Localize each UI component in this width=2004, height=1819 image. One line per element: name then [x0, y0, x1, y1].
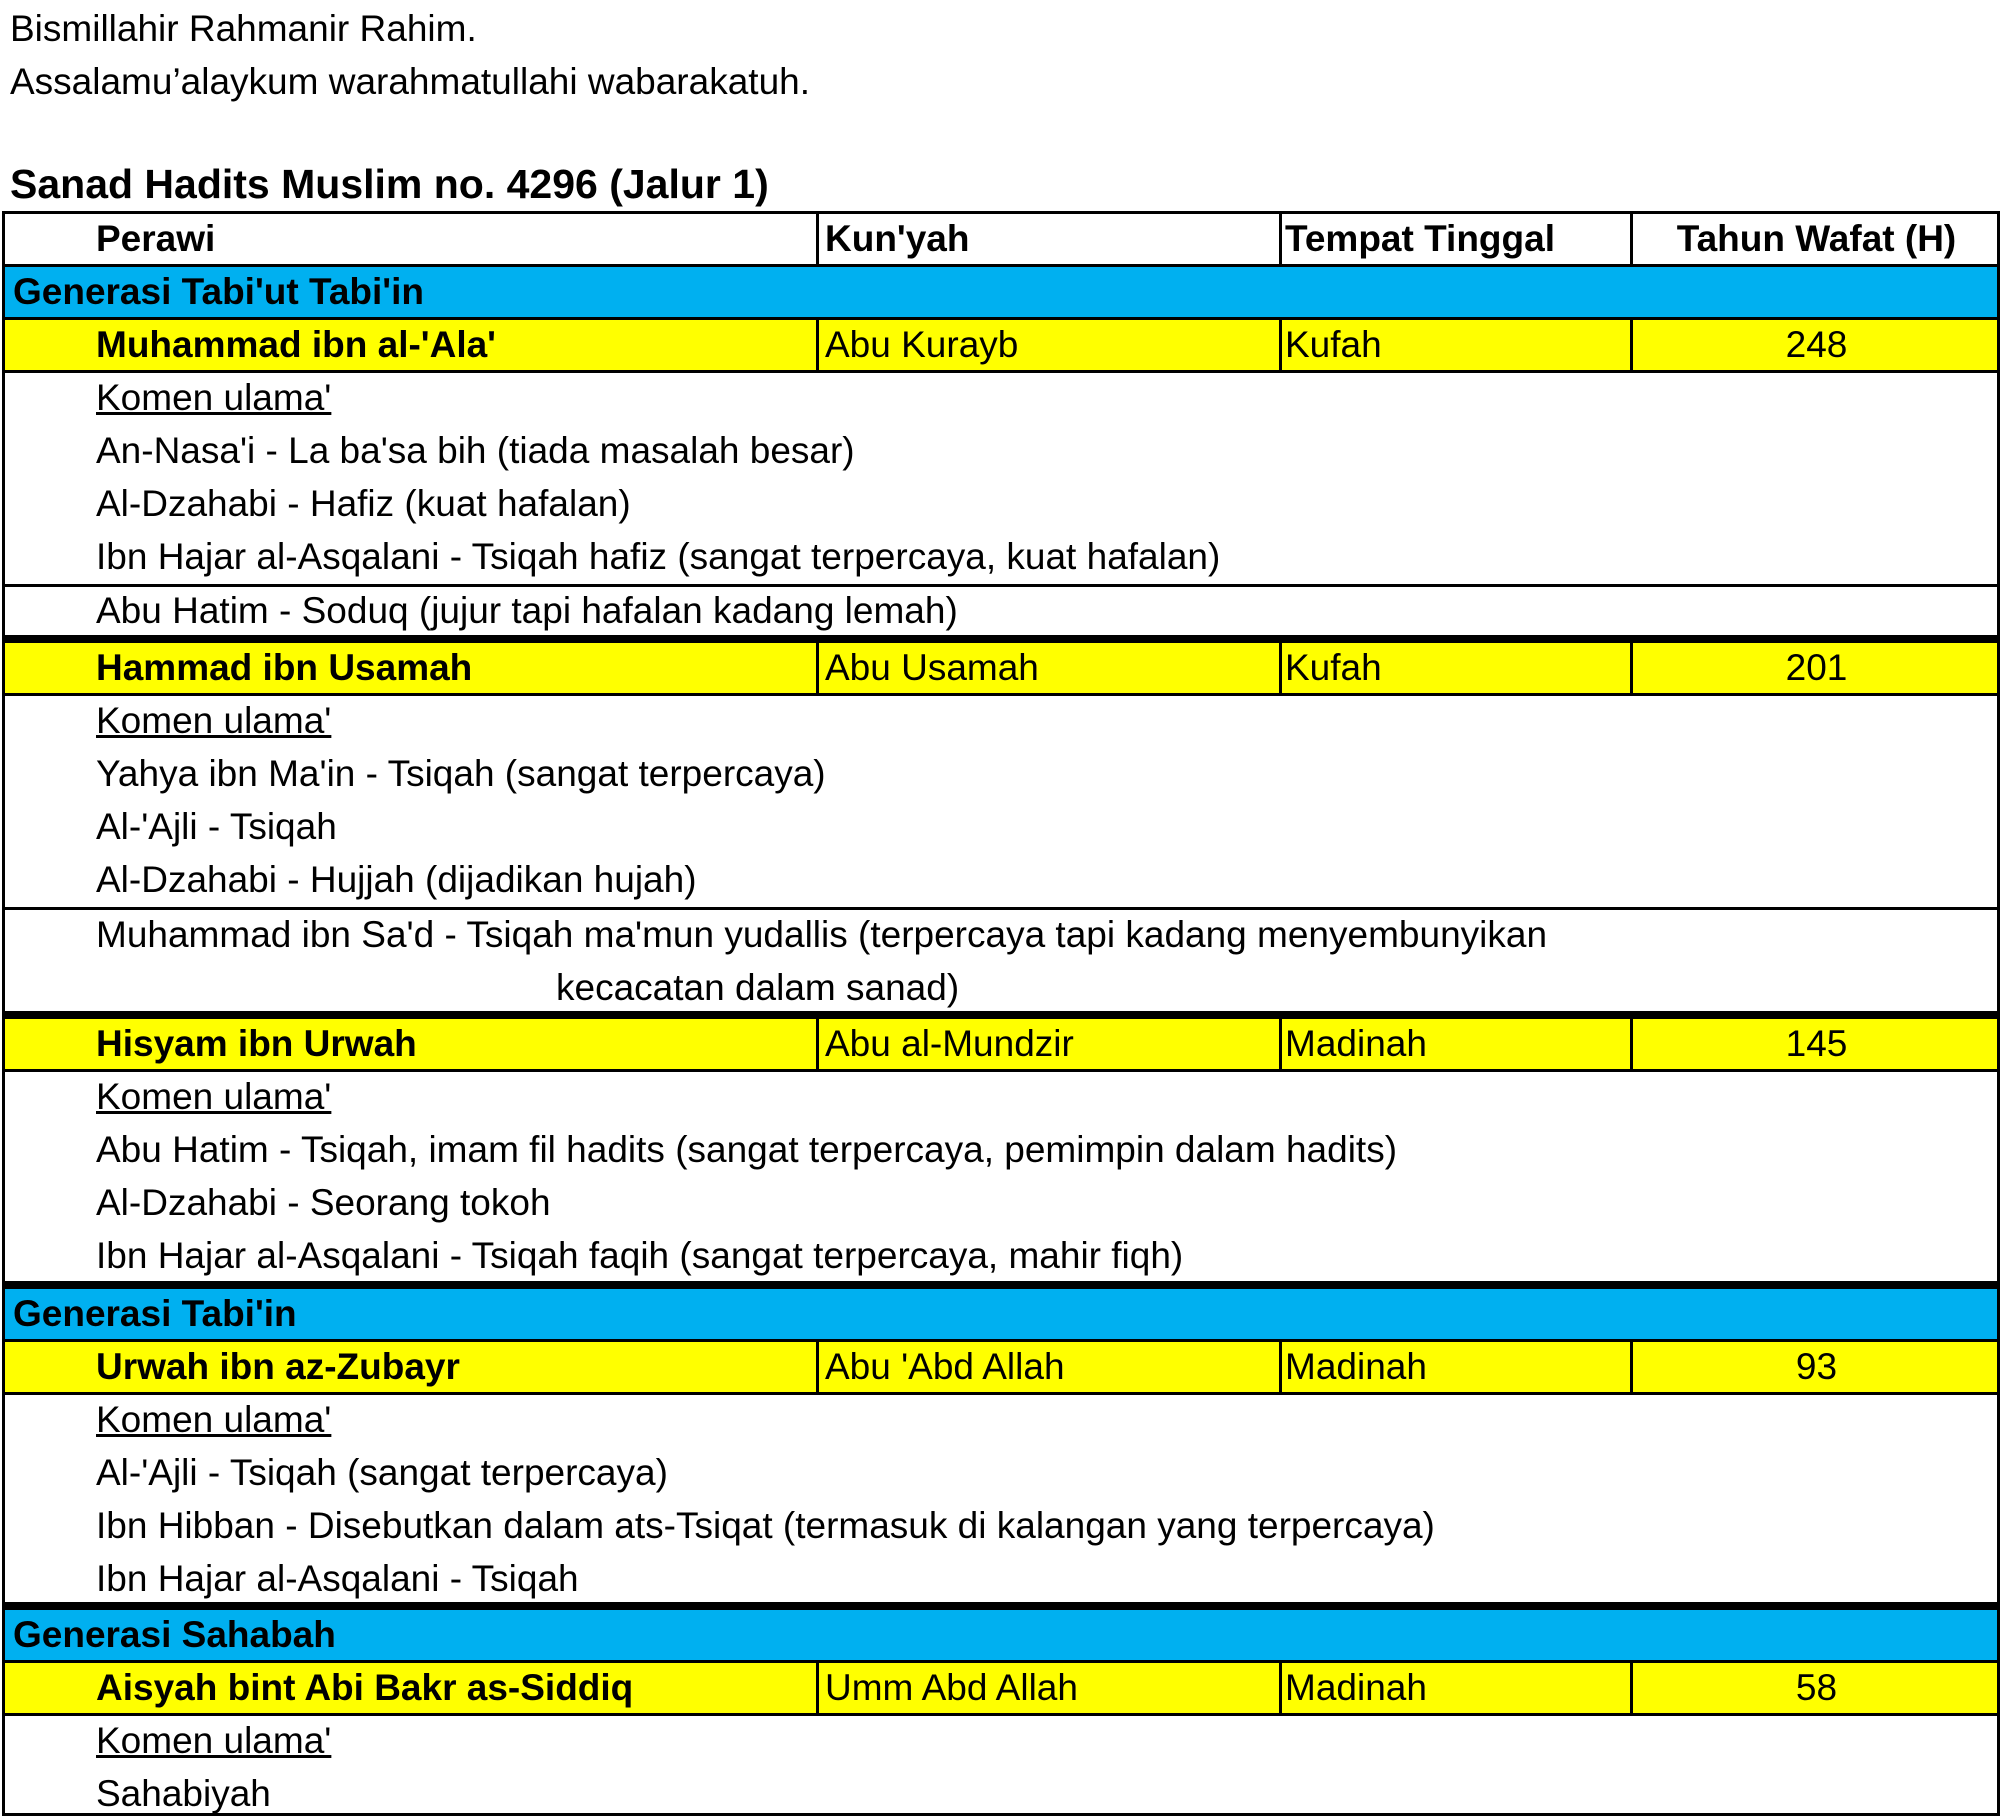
comment-line: Al-'Ajli - Tsiqah [96, 806, 337, 847]
narrator-row [5, 1342, 1997, 1395]
narrator-name: Muhammad ibn al-'Ala' [96, 324, 496, 365]
narrator-place: Kufah [1285, 324, 1382, 365]
narrator-death-year: 93 [1795, 1346, 1838, 1387]
narrator-kunyah: Abu 'Abd Allah [825, 1346, 1065, 1387]
table-header [5, 214, 1997, 267]
narrator-name: Aisyah bint Abi Bakr as-Siddiq [96, 1667, 634, 1708]
header-perawi: Perawi [96, 218, 216, 259]
narrator-name: Hisyam ibn Urwah [96, 1023, 417, 1064]
comment-line: Ibn Hajar al-Asqalani - Tsiqah [96, 1558, 579, 1599]
header-tempat-tinggal: Tempat Tinggal [1285, 218, 1555, 259]
narrator-name: Urwah ibn az-Zubayr [96, 1346, 460, 1387]
header-kunyah: Kun'yah [825, 218, 970, 259]
narrator-kunyah: Umm Abd Allah [825, 1667, 1078, 1708]
page-title: Sanad Hadits Muslim no. 4296 (Jalur 1) [10, 161, 769, 207]
comment-line: Sahabiyah [96, 1773, 271, 1814]
narrator-row [5, 643, 1997, 696]
narrator-place: Madinah [1285, 1667, 1427, 1708]
narrator-place: Kufah [1285, 647, 1382, 688]
comment-line: Ibn Hajar al-Asqalani - Tsiqah faqih (sangat terpercaya, mahir fiqh) [96, 1235, 1184, 1276]
comment-line: Abu Hatim - Soduq (jujur tapi hafalan kadang lemah) [96, 590, 958, 631]
greeting-line-2: Assalamu’alaykum warahmatullahi wabarakatuh. [10, 61, 810, 102]
comment-line: Yahya ibn Ma'in - Tsiqah (sangat terpercaya) [96, 753, 826, 794]
narrator-death-year: 58 [1795, 1667, 1838, 1708]
narrator-place: Madinah [1285, 1346, 1427, 1387]
narrator-death-year: 201 [1785, 647, 1848, 688]
narrator-row [5, 320, 1997, 373]
comment-line: An-Nasa'i - La ba'sa bih (tiada masalah besar) [96, 430, 855, 471]
narrator-kunyah: Abu Usamah [825, 647, 1039, 688]
generation-label: Generasi Sahabah [13, 1614, 336, 1655]
narrator-place: Madinah [1285, 1023, 1427, 1064]
comment-line: Al-'Ajli - Tsiqah (sangat terpercaya) [96, 1452, 668, 1493]
comment-label: Komen ulama' [96, 700, 332, 741]
comment-line-continued: kecacatan dalam sanad) [556, 967, 960, 1008]
narrator-kunyah: Abu al-Mundzir [825, 1023, 1074, 1064]
narrator-name: Hammad ibn Usamah [96, 647, 473, 688]
comment-label: Komen ulama' [96, 1076, 332, 1117]
comment-line: Ibn Hajar al-Asqalani - Tsiqah hafiz (sangat terpercaya, kuat hafalan) [96, 536, 1221, 577]
narrator-row [5, 1663, 1997, 1716]
comment-label: Komen ulama' [96, 1720, 332, 1761]
sanad-table [2, 211, 2000, 1816]
comment-line: Ibn Hibban - Disebutkan dalam ats-Tsiqat (termasuk di kalangan yang terpercaya) [96, 1505, 1435, 1546]
comment-line: Muhammad ibn Sa'd - Tsiqah ma'mun yudallis (terpercaya tapi kadang menyembunyikan [96, 914, 1548, 955]
comment-line: Al-Dzahabi - Seorang tokoh [96, 1182, 551, 1223]
narrator-row [5, 1019, 1997, 1072]
comment-line: Al-Dzahabi - Hujjah (dijadikan hujah) [96, 859, 697, 900]
narrator-kunyah: Abu Kurayb [825, 324, 1019, 365]
comment-label: Komen ulama' [96, 377, 332, 418]
comment-line: Abu Hatim - Tsiqah, imam fil hadits (sangat terpercaya, pemimpin dalam hadits) [96, 1129, 1398, 1170]
narrator-death-year: 145 [1785, 1023, 1848, 1064]
generation-row [5, 1610, 1997, 1663]
generation-label: Generasi Tabi'in [13, 1293, 297, 1334]
greeting-line-1: Bismillahir Rahmanir Rahim. [10, 8, 477, 49]
narrator-death-year: 248 [1785, 324, 1848, 365]
header-tahun-wafat: Tahun Wafat (H) [1676, 218, 1957, 259]
generation-row [5, 267, 1997, 320]
comment-label: Komen ulama' [96, 1399, 332, 1440]
generation-row [5, 1289, 1997, 1342]
comment-line: Al-Dzahabi - Hafiz (kuat hafalan) [96, 483, 631, 524]
generation-label: Generasi Tabi'ut Tabi'in [13, 271, 424, 312]
